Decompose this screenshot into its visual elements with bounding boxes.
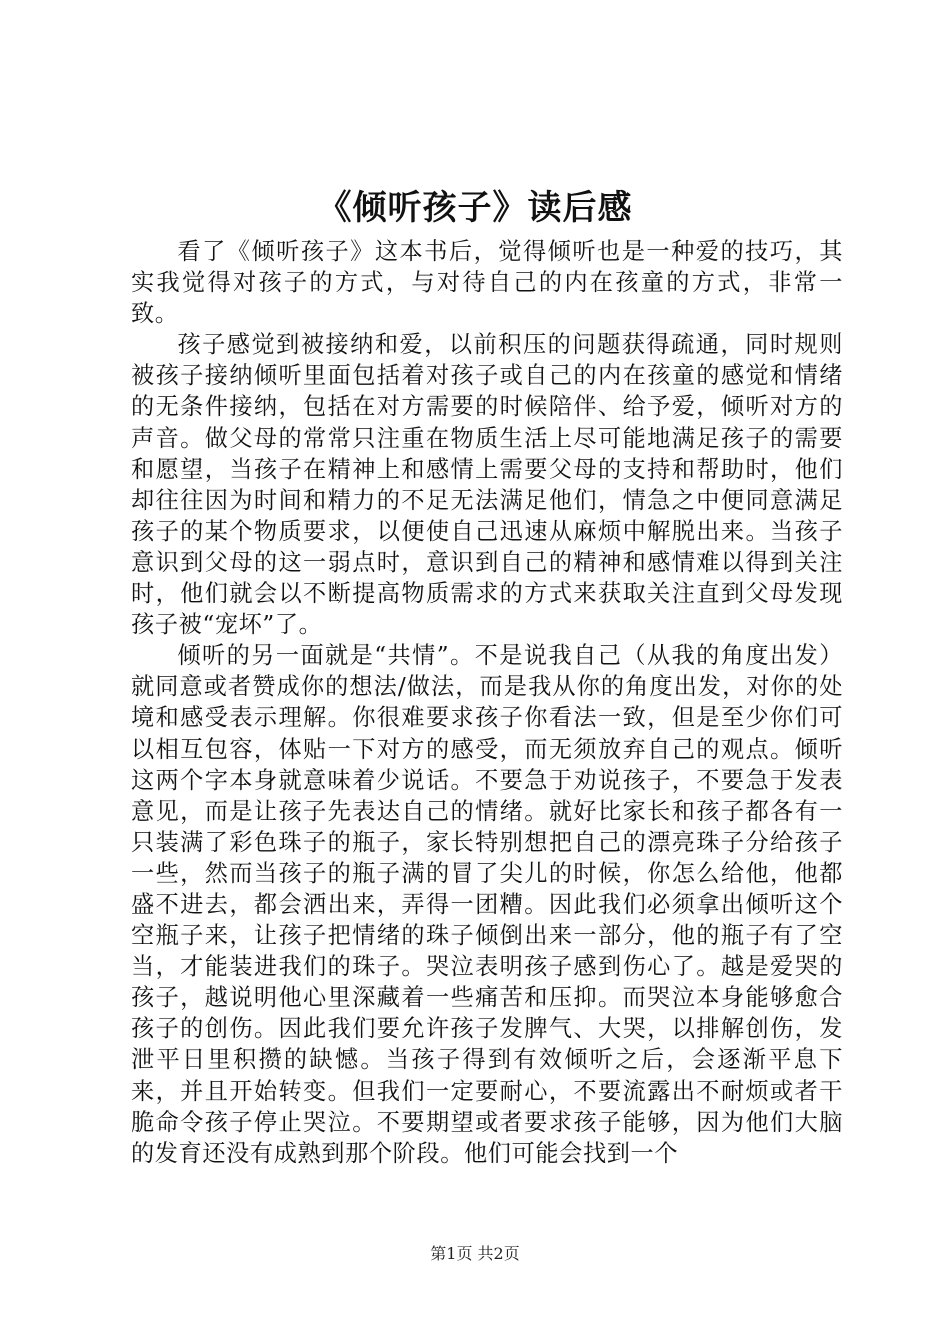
paragraph-2: 孩子感觉到被接纳和爱，以前积压的问题获得疏通，同时规则被孩子接纳倾听里面包括着对孩子或自己的内在孩童的感觉和情绪的无条件接纳，包括在对方需要的时候陪伴、给予爱，倾听对方的声音。做父母的常常只注重在物质生活上尽可能地满足孩子的需要和愿望，当孩子在精神上和感情上需要父母的支持和帮助时，他们却往往因为时间和精力的不足无法满足他们，情急之中便同意满足孩子的某个物质要求，以便使自己迅速从麻烦中解脱出来。当孩子意识到父母的这一弱点时，意识到自己的精神和感情难以得到关注时，他们就会以不断提高物质需求的方式来获取关注直到父母发现孩子被“宠坏”了。 [131,331,843,639]
document-title: 《倾听孩子》读后感 [317,188,633,228]
page-number-footer: 第1页 共2页 [430,1244,520,1263]
paragraph-1: 看了《倾听孩子》这本书后，觉得倾听也是一种爱的技巧，其实我觉得对孩子的方式，与对待自己的内在孩童的方式，非常一致。 [131,238,843,328]
paragraph-3: 倾听的另一面就是“共情”。不是说我自己（从我的角度出发）就同意或者赞成你的想法/做法，而是我从你的角度出发，对你的处境和感受表示理解。你很难要求孩子你看法一致，但是至少你们可以相互包容，体贴一下对方的感受，而无须放弃自己的观点。倾听这两个字本身就意味着少说话。不要急于劝说孩子，不要急于发表意见，而是让孩子先表达自己的情绪。就好比家长和孩子都各有一只装满了彩色珠子的瓶子，家长特别想把自己的漂亮珠子分给孩子一些，然而当孩子的瓶子满的冒了尖儿的时候，你怎么给他，他都盛不进去，都会洒出来，弄得一团糟。因此我们必须拿出倾听这个空瓶子来，让孩子把情绪的珠子倾倒出来一部分，他的瓶子有了空当，才能装进我们的珠子。哭泣表明孩子感到伤心了。越是爱哭的孩子，越说明他心里深藏着一些痛苦和压抑。而哭泣本身能够愈合孩子的创伤。因此我们要允许孩子发脾气、大哭，以排解创伤，发泄平日里积攒的缺憾。当孩子得到有效倾听之后，会逐渐平息下来，并且开始转变。但我们一定要耐心，不要流露出不耐烦或者干脆命令孩子停止哭泣。不要期望或者要求孩子能够，因为他们大脑的发育还没有成熟到那个阶段。他们可能会找到一个 [131,642,843,1167]
document-body [131,236,843,1169]
